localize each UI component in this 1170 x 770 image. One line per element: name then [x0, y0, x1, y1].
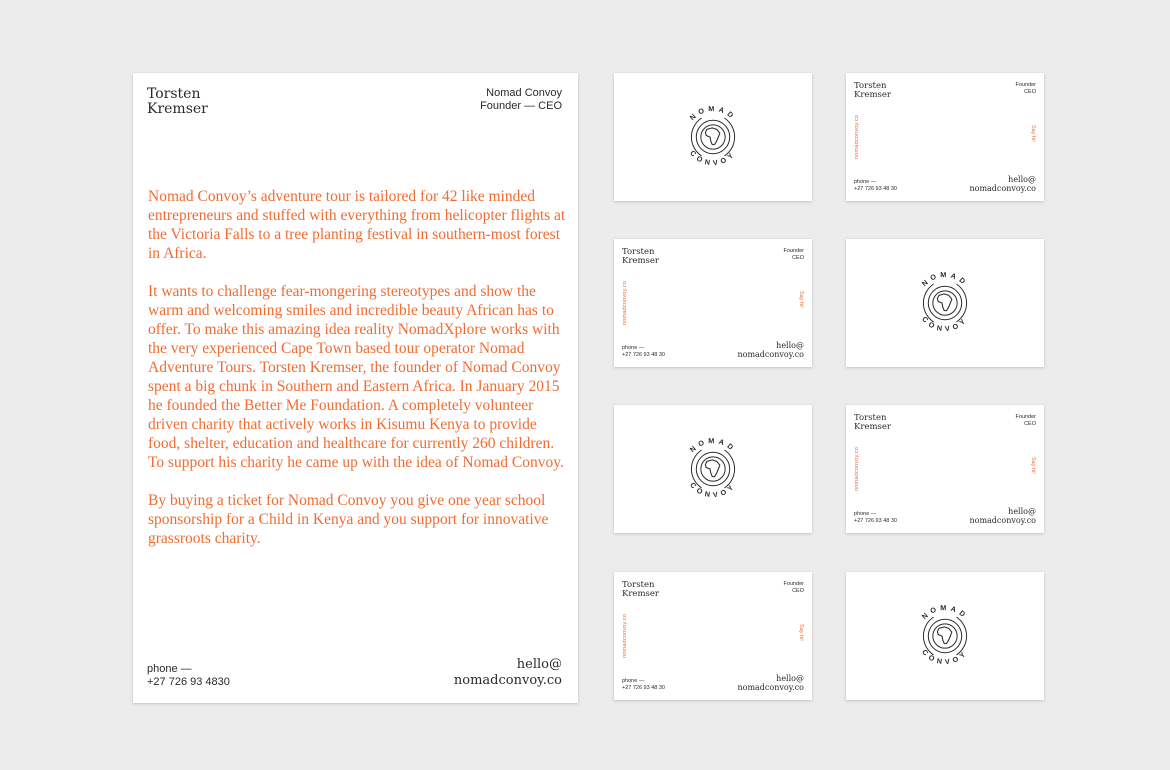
card-website: nomadconvoy.co	[854, 447, 860, 491]
letterhead-phone	[147, 663, 230, 689]
card-role-line: CEO	[792, 255, 804, 261]
card-role-line: CEO	[792, 588, 804, 594]
letterhead-role	[480, 87, 562, 113]
card-say-hi: Say hi!	[1030, 457, 1036, 474]
card-phone	[854, 179, 897, 193]
nomad-convoy-logo-icon	[675, 431, 751, 507]
business-card-back	[846, 73, 1044, 201]
card-name	[854, 414, 891, 432]
letterhead-last-name: Kremser	[147, 101, 208, 117]
letterhead-paragraph: It wants to challenge fear-mongering stereotypes and show the warm and welcoming smiles and incredible beauty African has to offer. To make this amazing idea reality NomadXplore works with the very experienced Cape Town based tour operator Nomad Adventure Tours. Torsten Kremser, the founder of Nomad Convoy spent a big chunk in Southern and Eastern Africa. In January 2015 he founded the Better Me Foundation. A completely volunteer driven charity that actively works in Kisumu Kenya to provide food, shelter, education and healthcare for currently 260 children. To support his charity he came up with the idea of Nomad Convoy.	[148, 283, 564, 471]
card-email-user: hello@	[1008, 507, 1036, 516]
logo-word-bottom: CONVOY	[688, 148, 738, 168]
logo-word-top: NOMAD	[687, 104, 739, 123]
card-phone-label: phone —	[622, 345, 645, 351]
card-phone-label: phone —	[854, 511, 877, 517]
logo-word-top: NOMAD	[919, 603, 971, 622]
card-role-line: Founder	[783, 581, 804, 587]
card-role	[1016, 82, 1037, 96]
card-name	[622, 248, 659, 266]
nomad-convoy-logo	[907, 598, 983, 674]
logo-word-bottom: CONVOY	[920, 314, 970, 334]
card-name	[622, 581, 659, 599]
nomad-convoy-logo	[675, 99, 751, 175]
business-card-front	[846, 572, 1044, 700]
business-card-front	[614, 405, 812, 533]
card-email-user: hello@	[776, 674, 804, 683]
card-role	[784, 248, 805, 262]
card-role-line: Founder	[1015, 414, 1036, 420]
card-last-name: Kremser	[622, 589, 659, 599]
card-role	[1016, 414, 1037, 428]
svg-text:NOMAD	[920, 270, 970, 288]
card-last-name: Kremser	[854, 422, 891, 432]
card-email-user: hello@	[776, 341, 804, 350]
card-email	[969, 175, 1036, 193]
card-name	[854, 82, 891, 100]
logo-word-bottom: CONVOY	[920, 647, 970, 667]
nomad-convoy-logo-icon	[907, 598, 983, 674]
business-card-back	[846, 405, 1044, 533]
card-phone-number: +27 726 93 48 30	[854, 518, 897, 524]
nomad-convoy-logo-icon	[907, 265, 983, 341]
card-phone-label: phone —	[622, 678, 645, 684]
card-phone-number: +27 726 93 48 30	[622, 685, 665, 691]
letterhead-body	[148, 187, 568, 567]
card-phone-label: phone —	[854, 179, 877, 185]
letterhead-paragraph: By buying a ticket for Nomad Convoy you give one year school sponsorship for a Child in Kenya and you support for innovative grassroots charity.	[148, 492, 549, 547]
card-last-name: Kremser	[854, 90, 891, 100]
card-phone	[622, 678, 665, 692]
letterhead-paragraph: Nomad Convoy’s adventure tour is tailored for 42 like minded entrepreneurs and stuffed with everything from helicopter flights at the Victoria Falls to a tree planting festival in southern-most forest in Africa.	[148, 188, 566, 262]
card-phone	[622, 345, 665, 359]
letterhead-email	[454, 657, 562, 689]
card-phone-number: +27 726 93 48 30	[622, 352, 665, 358]
card-website: nomadconvoy.co	[622, 281, 628, 325]
card-first-name: Torsten	[854, 413, 887, 423]
logo-word-top: NOMAD	[687, 436, 739, 455]
card-role-line: CEO	[1024, 89, 1036, 95]
nomad-convoy-logo	[675, 431, 751, 507]
letterhead-email-domain: nomadconvoy.co	[453, 673, 562, 688]
svg-text:NOMAD	[688, 436, 738, 454]
card-email	[737, 341, 804, 359]
card-role-line: Founder	[1015, 82, 1036, 88]
letterhead-name	[147, 87, 208, 117]
card-first-name: Torsten	[622, 580, 655, 590]
letterhead-first-name: Torsten	[147, 86, 201, 102]
card-role-line: CEO	[1024, 421, 1036, 427]
card-say-hi: Say hi!	[1030, 125, 1036, 142]
letterhead-title: Founder — CEO	[480, 100, 562, 112]
card-say-hi: Say hi!	[798, 624, 804, 641]
card-email	[969, 507, 1036, 525]
card-phone	[854, 511, 897, 525]
card-website: nomadconvoy.co	[854, 115, 860, 159]
nomad-convoy-logo	[907, 265, 983, 341]
card-email-user: hello@	[1008, 175, 1036, 184]
card-email-domain: nomadconvoy.co	[737, 350, 804, 359]
letterhead-email-user: hello@	[516, 657, 562, 672]
card-first-name: Torsten	[622, 247, 655, 257]
card-first-name: Torsten	[854, 81, 887, 91]
logo-word-bottom: CONVOY	[688, 480, 738, 500]
svg-text:NOMAD	[920, 603, 970, 621]
svg-text:NOMAD	[688, 104, 738, 122]
letterhead	[133, 73, 578, 703]
logo-word-top: NOMAD	[919, 270, 971, 289]
business-card-back	[614, 572, 812, 700]
card-email-domain: nomadconvoy.co	[737, 683, 804, 692]
card-say-hi: Say hi!	[798, 291, 804, 308]
card-role-line: Founder	[783, 248, 804, 254]
letterhead-company: Nomad Convoy	[486, 87, 562, 99]
card-email-domain: nomadconvoy.co	[969, 184, 1036, 193]
letterhead-phone-number: +27 726 93 4830	[147, 676, 230, 688]
card-website: nomadconvoy.co	[622, 614, 628, 658]
card-role	[784, 581, 805, 595]
business-card-front	[846, 239, 1044, 367]
card-email-domain: nomadconvoy.co	[969, 516, 1036, 525]
letterhead-phone-label: phone —	[147, 663, 192, 675]
nomad-convoy-logo-icon	[675, 99, 751, 175]
business-card-back	[614, 239, 812, 367]
business-card-front	[614, 73, 812, 201]
card-email	[737, 674, 804, 692]
card-phone-number: +27 726 93 48 30	[854, 186, 897, 192]
card-last-name: Kremser	[622, 256, 659, 266]
